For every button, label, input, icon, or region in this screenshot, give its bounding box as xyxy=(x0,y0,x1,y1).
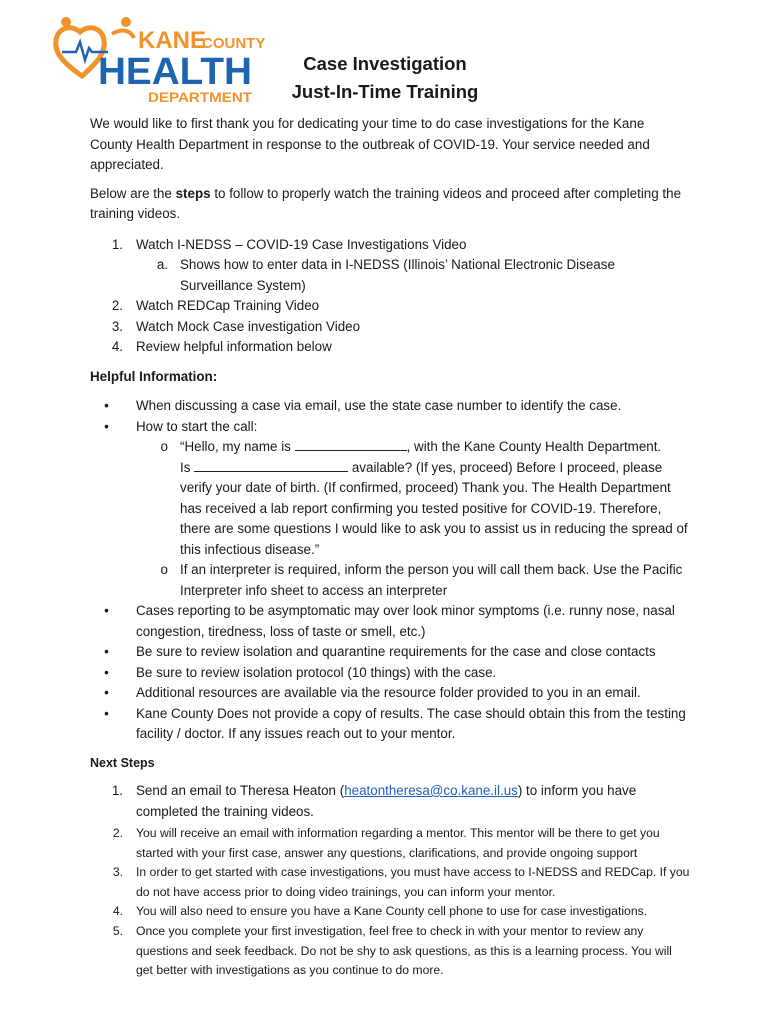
helpful-list xyxy=(90,396,690,745)
title-line-1: Case Investigation xyxy=(303,53,467,74)
bullet-icon: • xyxy=(104,644,109,659)
next-1-before: Send an email to Theresa Heaton ( xyxy=(136,783,345,798)
list-item-text: In order to get started with case investigations, you must have access to I-NEDSS and REDCap. If you do not have access prior to doing video trainings, you can inform your mentor. xyxy=(136,865,690,899)
logo-county: COUNTY xyxy=(202,35,266,52)
email-link[interactable]: heatontheresa@co.kane.il.us xyxy=(344,783,518,798)
script-part-c: Is xyxy=(180,459,195,475)
list-item xyxy=(90,255,690,296)
list-item-text: Review helpful information below xyxy=(136,339,332,354)
helpful-information-heading: Helpful Information: xyxy=(90,368,218,384)
list-item-text: Once you complete your first investigation, feel free to check in with your mentor to review any questions and seek feedback. Do not be shy to ask questions, as this is a learning process. You will get better with investigations as you continue to do more. xyxy=(136,923,672,978)
bullet-icon: • xyxy=(104,685,109,700)
list-item-text xyxy=(136,781,690,822)
list-item xyxy=(90,235,690,256)
list-number: 1. xyxy=(111,783,123,798)
logo-kane: KANE xyxy=(138,27,207,54)
script-part-a: “Hello, my name is xyxy=(180,439,295,454)
list-item xyxy=(90,863,690,902)
steps-intro-bold: steps xyxy=(175,185,211,201)
bullet-icon: • xyxy=(104,664,109,680)
list-item xyxy=(90,437,690,560)
list-item-text: Be sure to review isolation and quarantine requirements for the case and close contacts xyxy=(136,644,656,659)
list-item-text: You will also need to ensure you have a Kane County cell phone to use for case investigations. xyxy=(136,904,648,919)
list-number: 2. xyxy=(111,298,123,313)
next-1-after: ) to inform you have completed the training videos. xyxy=(136,783,637,819)
list-item xyxy=(90,317,690,338)
title-line-2: Just-In-Time Training xyxy=(291,81,479,102)
bullet-icon: • xyxy=(104,398,109,413)
list-item xyxy=(90,704,690,745)
list-item xyxy=(90,560,690,601)
steps-intro-before: Below are the xyxy=(90,185,176,201)
list-item xyxy=(90,922,690,981)
list-item-text: Shows how to enter data in I-NEDSS (Illinois’ National Electronic Disease Surveillance System) xyxy=(180,257,615,293)
list-item-text: You will receive an email with information regarding a mentor. This mentor will be there to get you started with your first case, answer any questions, clarifications, and provide ongoing support xyxy=(136,826,660,860)
figure-head-icon xyxy=(121,17,131,27)
list-item-text: Watch REDCap Training Video xyxy=(136,298,320,313)
circle-bullet-icon: o xyxy=(160,562,168,577)
list-number: 3. xyxy=(111,318,123,334)
list-item xyxy=(90,417,690,438)
list-item xyxy=(90,601,690,642)
figure-arm-icon xyxy=(112,31,134,38)
list-item-text: Kane County Does not provide a copy of results. The case should obtain this from the testing facility / doctor. If any issues reach out to your mentor. xyxy=(136,705,686,741)
list-item xyxy=(90,663,690,684)
intro-paragraph: We would like to first thank you for dedicating your time to do case investigations for the Kane County Health Department in response to the outbreak of COVID-19. Your service needed and appreciated. xyxy=(90,116,650,172)
next-steps-list xyxy=(90,781,690,981)
list-item-text: Cases reporting to be asymptomatic may over look minor symptoms (i.e. runny nose, nasal congestion, tiredness, loss of taste or smell, etc.) xyxy=(136,603,675,639)
figure-head-icon xyxy=(61,17,71,27)
document-body xyxy=(90,114,690,981)
list-item-text: When discussing a case via email, use the state case number to identify the case. xyxy=(136,398,622,413)
steps-intro-paragraph xyxy=(90,184,690,225)
list-letter: a. xyxy=(156,257,168,272)
circle-bullet-icon: o xyxy=(160,439,168,454)
list-item-text: Watch Mock Case investigation Video xyxy=(136,318,361,334)
list-item xyxy=(90,396,690,417)
list-number: 3. xyxy=(112,865,123,880)
list-item xyxy=(90,781,690,822)
kane-county-health-logo xyxy=(52,14,266,106)
steps-list xyxy=(90,235,690,358)
list-number: 4. xyxy=(112,904,123,919)
list-item-text: How to start the call: xyxy=(136,418,258,434)
person-blank xyxy=(194,458,348,472)
script-part-b: , with the Kane County Health Department. xyxy=(406,439,662,454)
list-item-text: If an interpreter is required, inform the person you will call them back. Use the Pacific Interpreter info sheet to access an interpreter xyxy=(180,562,683,598)
next-steps-heading: Next Steps xyxy=(90,755,155,770)
list-number: 2. xyxy=(112,826,123,840)
page-title xyxy=(270,50,500,106)
list-number: 5. xyxy=(112,923,123,938)
list-item xyxy=(90,902,690,922)
script-part-d: available? (If yes, proceed) Before I proceed, please verify your date of birth. (If confirmed, proceed) Thank you. The Health Department has received a lab report confirming you tested positive for COVID-19. Therefore, there are some questions I would like to ask you to assist us in reducing the spread of this infectious disease.” xyxy=(180,459,688,557)
list-item-text: Be sure to review isolation protocol (10 things) with the case. xyxy=(136,664,497,680)
list-item xyxy=(90,824,690,863)
bullet-icon: • xyxy=(104,705,109,721)
list-item xyxy=(90,642,690,663)
list-item xyxy=(90,296,690,317)
steps-intro-after: to follow to properly watch the training videos and proceed after completing the training videos. xyxy=(90,185,682,221)
list-number: 1. xyxy=(111,236,123,252)
list-number: 4. xyxy=(111,339,123,354)
logo-health: HEALTH xyxy=(98,51,252,93)
list-item xyxy=(90,683,690,704)
name-blank xyxy=(295,437,407,451)
list-item-text: Additional resources are available via the resource folder provided to you in an email. xyxy=(136,685,641,700)
call-script-text xyxy=(180,437,690,560)
logo-department: DEPARTMENT xyxy=(148,89,253,105)
bullet-icon: • xyxy=(104,418,109,434)
bullet-icon: • xyxy=(104,603,109,618)
list-item-text: Watch I-NEDSS – COVID-19 Case Investigations Video xyxy=(136,236,467,252)
list-item xyxy=(90,337,690,358)
